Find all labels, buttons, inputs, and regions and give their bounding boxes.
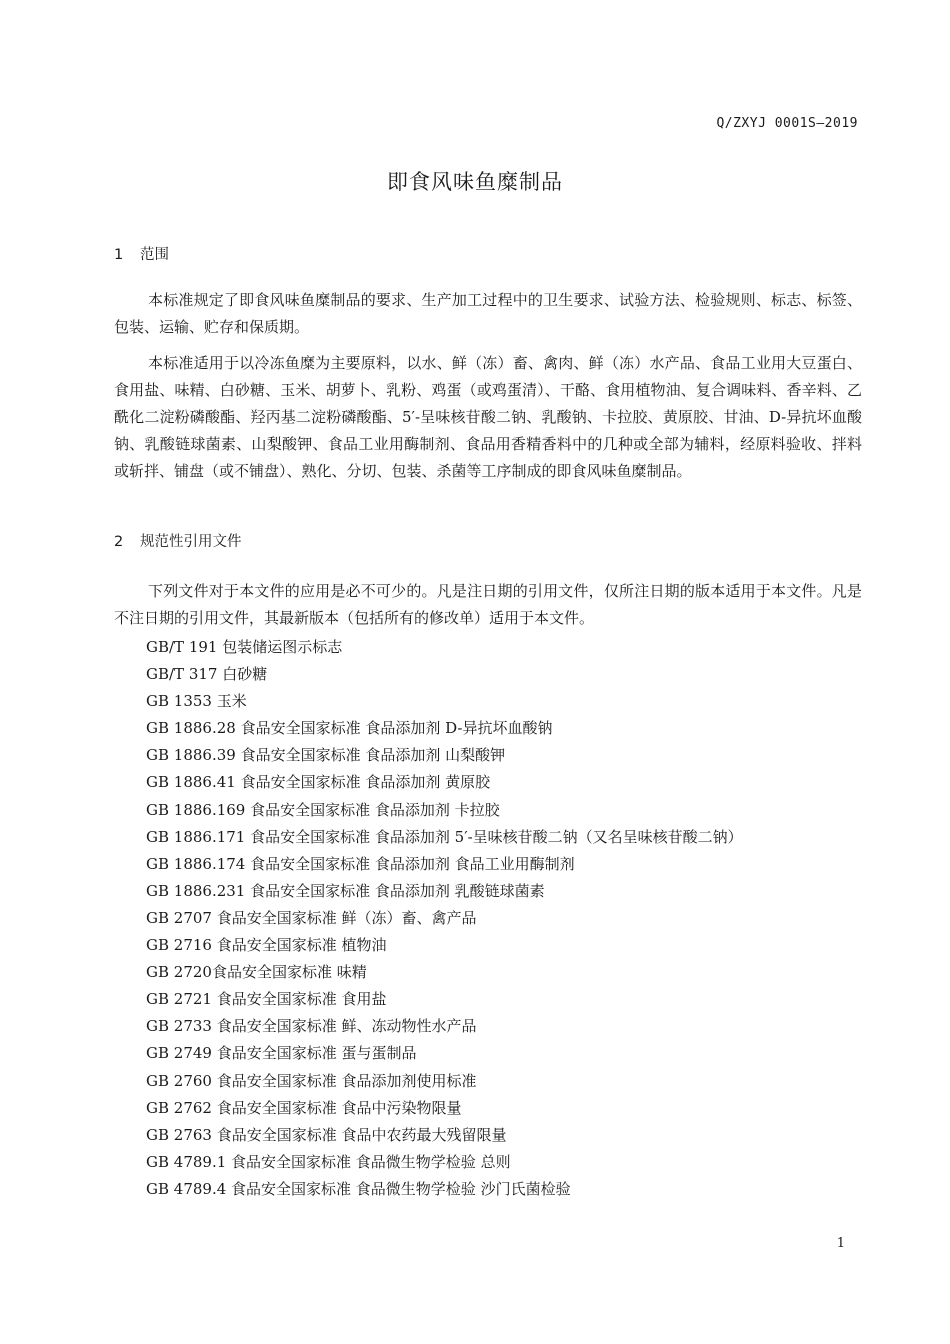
list-item: GB 1886.169 食品安全国家标准 食品添加剂 卡拉胶 <box>146 800 500 819</box>
document-code: Q/ZXYJ 0001S—2019 <box>716 116 858 131</box>
section-number: 1 <box>114 247 124 263</box>
list-item: GB 4789.4 食品安全国家标准 食品微生物学检验 沙门氏菌检验 <box>146 1179 571 1198</box>
list-item: GB 2749 食品安全国家标准 蛋与蛋制品 <box>146 1044 417 1063</box>
list-item: GB 1886.41 食品安全国家标准 食品添加剂 黄原胶 <box>146 773 491 792</box>
list-item: GB 2763 食品安全国家标准 食品中农药最大残留限量 <box>146 1125 507 1144</box>
list-item: GB 1886.171 食品安全国家标准 食品添加剂 5′-呈味核苷酸二钠（又名呈味核苷酸二钠） <box>146 827 743 846</box>
section-heading-scope <box>114 243 169 264</box>
reference-list <box>146 634 743 1203</box>
references-intro-paragraph: 下列文件对于本文件的应用是必不可少的。凡是注日期的引用文件，仅所注日期的版本适用于本文件。凡是不注日期的引用文件，其最新版本（包括所有的修改单）适用于本文件。 <box>114 582 862 627</box>
list-item: GB 2716 食品安全国家标准 植物油 <box>146 936 387 955</box>
section-number: 2 <box>114 534 124 550</box>
list-item: GB 2707 食品安全国家标准 鲜（冻）畜、禽产品 <box>146 908 477 927</box>
list-item: GB 2733 食品安全国家标准 鲜、冻动物性水产品 <box>146 1017 477 1036</box>
list-item: GB 2721 食品安全国家标准 食用盐 <box>146 990 387 1009</box>
list-item: GB 1886.39 食品安全国家标准 食品添加剂 山梨酸钾 <box>146 746 506 765</box>
list-item: GB 2720食品安全国家标准 味精 <box>146 963 367 982</box>
list-item: GB 1886.28 食品安全国家标准 食品添加剂 D-异抗坏血酸钠 <box>146 719 553 738</box>
scope-paragraph-2: 本标准适用于以冷冻鱼糜为主要原料，以水、鲜（冻）畜、禽肉、鲜（冻）水产品、食品工业用大豆蛋白、食用盐、味精、白砂糖、玉米、胡萝卜、乳粉、鸡蛋（或鸡蛋清）、干酪、食用植物油、复合调味料、香辛料、乙酰化二淀粉磷酸酯、羟丙基二淀粉磷酸酯、5′-呈味核苷酸二钠、乳酸钠、卡拉胶、黄原胶、甘油、D-异抗坏血酸钠、乳酸链球菌素、山梨酸钾、食品工业用酶制剂、食品用香精香料中的几种或全部为辅料，经原料验收、拌料或斩拌、铺盘（或不铺盘）、熟化、分切、包装、杀菌等工序制成的即食风味鱼糜制品。 <box>114 354 862 480</box>
section-title: 规范性引用文件 <box>140 534 242 550</box>
page-title: 即食风味鱼糜制品 <box>387 170 563 194</box>
list-item: GB/T 191 包装储运图示标志 <box>146 638 343 656</box>
page-number: 1 <box>836 1236 845 1251</box>
section-heading-normative-references <box>114 530 242 551</box>
list-item: GB 2760 食品安全国家标准 食品添加剂使用标准 <box>146 1071 477 1090</box>
list-item: GB 2762 食品安全国家标准 食品中污染物限量 <box>146 1098 462 1117</box>
scope-paragraph-1: 本标准规定了即食风味鱼糜制品的要求、生产加工过程中的卫生要求、试验方法、检验规则、标志、标签、包装、运输、贮存和保质期。 <box>114 291 862 336</box>
list-item: GB/T 317 白砂糖 <box>146 665 268 684</box>
section-title: 范围 <box>140 247 169 263</box>
list-item: GB 4789.1 食品安全国家标准 食品微生物学检验 总则 <box>146 1152 511 1171</box>
list-item: GB 1886.231 食品安全国家标准 食品添加剂 乳酸链球菌素 <box>146 881 545 900</box>
list-item: GB 1886.174 食品安全国家标准 食品添加剂 食品工业用酶制剂 <box>146 854 575 873</box>
list-item: GB 1353 玉米 <box>146 692 247 711</box>
